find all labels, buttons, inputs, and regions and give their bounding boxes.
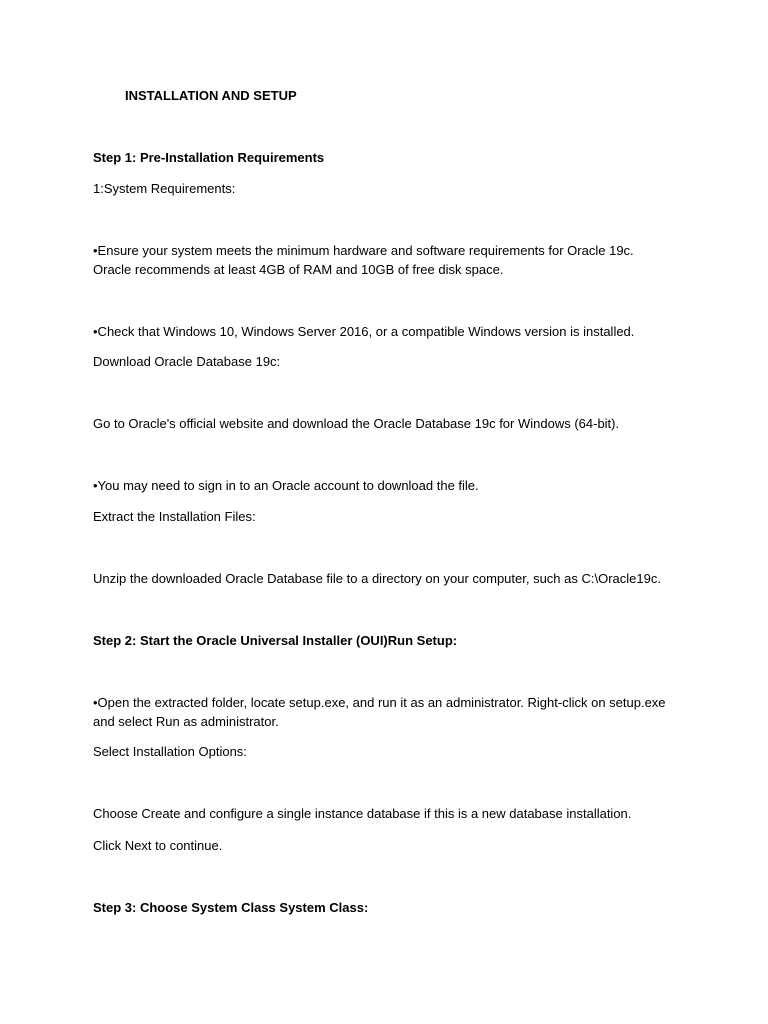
- bullet-run-setup-line1: •Open the extracted folder, locate setup.exe, and run it as an administrator. Right-click on setup.exe: [93, 695, 666, 710]
- download-instruction: Go to Oracle's official website and download the Oracle Database 19c for Windows (64-bit).: [93, 416, 620, 431]
- select-options-heading: Select Installation Options:: [93, 744, 247, 759]
- download-heading: Download Oracle Database 19c:: [93, 354, 281, 369]
- step1-heading: Step 1: Pre-Installation Requirements: [93, 150, 325, 165]
- bullet-sign-in: •You may need to sign in to an Oracle account to download the file.: [93, 478, 479, 493]
- extract-heading: Extract the Installation Files:: [93, 509, 256, 524]
- extract-instruction: Unzip the downloaded Oracle Database file to a directory on your computer, such as C:\Oracle19c.: [93, 571, 661, 586]
- step2-heading: Step 2: Start the Oracle Universal Installer (OUI)Run Setup:: [93, 633, 458, 648]
- bullet-min-requirements-line2: Oracle recommends at least 4GB of RAM and 10GB of free disk space.: [93, 262, 504, 277]
- bullet-min-requirements-line1: •Ensure your system meets the minimum hardware and software requirements for Oracle 19c.: [93, 243, 634, 258]
- bullet-run-setup-line2: and select Run as administrator.: [93, 714, 279, 729]
- choose-create-instruction: Choose Create and configure a single instance database if this is a new database installation.: [93, 806, 632, 821]
- step3-heading: Step 3: Choose System Class System Class:: [93, 900, 369, 915]
- click-next-instruction: Click Next to continue.: [93, 838, 223, 853]
- document-title: INSTALLATION AND SETUP: [125, 88, 297, 103]
- system-requirements-label: 1:System Requirements:: [93, 181, 236, 196]
- bullet-windows-version: •Check that Windows 10, Windows Server 2016, or a compatible Windows version is installed.: [93, 324, 635, 339]
